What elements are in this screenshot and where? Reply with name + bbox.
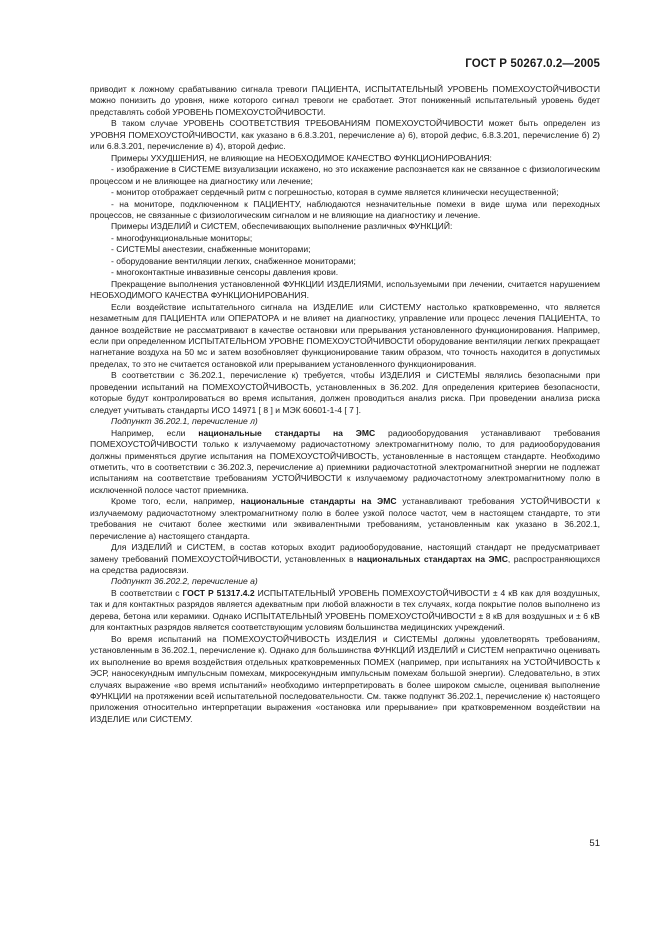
document-body — [90, 84, 600, 725]
subclause-reference: Подпункт 36.202.2, перечисление а) — [111, 576, 258, 587]
paragraph: Примеры ИЗДЕЛИЙ и СИСТЕМ, обеспечивающих выполнение различных ФУНКЦИЙ: — [111, 221, 453, 232]
paragraph — [90, 542, 600, 576]
text-run: В соответствии с — [111, 587, 183, 598]
paragraph: Если воздействие испытательного сигнала на ИЗДЕЛИЕ или СИСТЕМУ настолько кратковременно, что является незаметным для ПАЦИЕНТА или ОПЕРАТОРА и не влияет на диагностику, управление или процесс лечения ПАЦИЕНТА, то данное воздействие не рассматривают в качестве остановки или прерывания установленного функционирования. Например, если при определенном ИСПЫТАТЕЛЬНОМ УРОВНЕ ПОМЕХОУСТОЙЧИВОСТИ оборудование вентиляции легких прекращает нагнетание воздуха на 50 мс и затем возобновляет функционирование таким образом, что точность находится в допустимых пределах, то это не считается остановкой или прерыванием установленного функционирования. — [90, 301, 600, 369]
paragraph: В таком случае УРОВЕНЬ СООТВЕТСТВИЯ ТРЕБОВАНИЯМ ПОМЕХОУСТОЙЧИВОСТИ может быть определен из УРОВНЯ ПОМЕХОУСТОЙЧИВОСТИ, как указано в 6.8.3.201, перечисление а) 6), второй дефис, 6.8.3.201, перечисление б) 2) или 6.8.3.201, перечисление в) 4), второй дефис. — [90, 118, 600, 152]
paragraph: приводит к ложному срабатыванию сигнала тревоги ПАЦИЕНТА, ИСПЫТАТЕЛЬНЫЙ УРОВЕНЬ ПОМЕХОУСТОЙЧИВОСТИ можно понизить до уровня, ниже которого сигнал тревоги не сработает. Этот пониженный испытательный уровень будет представлять собой УРОВЕНЬ ПОМЕХОУСТОЙЧИВОСТИ. — [90, 84, 600, 117]
paragraph: - СИСТЕМЫ анестезии, снабженные мониторами; — [111, 244, 311, 255]
text-run: Для ИЗДЕЛИЙ и СИСТЕМ, в состав которых входит радиооборудование, настоящий стандарт не предусматривает замену требований ПОМЕХОУСТОЙЧИВОСТИ, установленных в — [90, 542, 600, 564]
paragraph: - изображение в СИСТЕМЕ визуализации искажено, но это искажение распознается как не связанное с физиологическим процессом и не влияющее на диагностику или лечение; — [90, 164, 600, 186]
text-run: устанавливают требования УСТОЙЧИВОСТИ к излучаемому радиочастотному электромагнитному полю в более узкой полосе частот, чем в настоящем стандарте, то эти требования не считают более жесткими или эквивалентными требованиям, установленным как указано в 36.202.1, перечисление а) настоящего стандарта. — [90, 496, 600, 541]
paragraph — [90, 428, 600, 497]
bold-reference: национальные стандарты на ЭМС — [240, 496, 397, 507]
paragraph: - многоконтактные инвазивные сенсоры давления крови. — [111, 267, 339, 278]
paragraph: - оборудование вентиляции легких, снабженное мониторами; — [111, 255, 356, 266]
paragraph — [90, 588, 600, 634]
bold-reference: национальных стандартах на ЭМС — [356, 553, 508, 564]
subclause-reference: Подпункт 36.202.1, перечисление л) — [111, 416, 258, 427]
bold-reference: ГОСТ Р 51317.4.2 — [182, 587, 255, 598]
standard-header: ГОСТ Р 50267.0.2—2005 — [465, 58, 600, 70]
paragraph: - монитор отображает сердечный ритм с погрешностью, которая в сумме является клинически несущественной; — [111, 187, 559, 198]
paragraph — [90, 496, 600, 542]
paragraph: - многофункциональные мониторы; — [111, 232, 253, 243]
text-run: радиооборудования устанавливают требования ПОМЕХОУСТОЙЧИВОСТИ только к излучаемому радиочастотному электромагнитному полю, то для радиооборудования должны применяться другие испытания на ПОМЕХОУСТОЙЧИВОСТЬ, установленные в настоящем стандарте. Необходимо отметить, что в соответствии с 36.202.3, перечисление а) приемники радиочастотной электромагнитной энергии не подлежат испытаниям на соответствие требованиям УСТОЙЧИВОСТИ к излучаемому радиочастотному электромагнитному полю в исключенной полосе частот приемника. — [90, 427, 600, 495]
paragraph: Примеры УХУДШЕНИЯ, не влияющие на НЕОБХОДИМОЕ КАЧЕСТВО ФУНКЦИОНИРОВАНИЯ: — [111, 152, 492, 163]
paragraph: - на мониторе, подключенном к ПАЦИЕНТУ, наблюдаются незначительные помехи в виде шума или переходных процессов, не связанные с физиологическим сигналом и не влияющие на диагностику и лечение. — [90, 198, 600, 220]
text-run: , распространяющихся на средства радиосвязи. — [90, 553, 600, 576]
paragraph: Во время испытаний на ПОМЕХОУСТОЙЧИВОСТЬ ИЗДЕЛИЯ и СИСТЕМЫ должны удовлетворять требованиям, установленным в 36.202.1, перечисление к). Однако для большинства ФУНКЦИЙ ИЗДЕЛИЙ и СИСТЕМ непрактично оценивать их выполнение во время воздействия отдельных кратковременных ПОМЕХ (например, при испытаниях на УСТОЙЧИВОСТЬ к ЭСР, наносекундным импульсным помехам, микросекундным импульсным помехам большой энергии). Следовательно, в этих случаях выражение «во время испытаний» необходимо интерпретировать в более широком смысле, оценивая выполнение ФУНКЦИИ на протяжении всей испытательной последовательности. См. также подпункт 36.202.1, перечисление к) настоящего приложения относительно интерпретации выражения «остановка или прерывание» при кратковременном воздействии на ИЗДЕЛИЕ или СИСТЕМУ. — [90, 633, 600, 724]
paragraph: Прекращение выполнения установленной ФУНКЦИИ ИЗДЕЛИЯМИ, используемыми при лечении, считается нарушением НЕОБХОДИМОГО КАЧЕСТВА ФУНКЦИОНИРОВАНИЯ. — [90, 278, 600, 301]
text-run: Кроме того, если, например, — [111, 496, 241, 507]
page-number: 51 — [589, 838, 600, 849]
text-run: Например, если — [111, 427, 199, 438]
bold-reference: национальные стандарты на ЭМС — [198, 427, 376, 438]
text-run: ИСПЫТАТЕЛЬНЫЙ УРОВЕНЬ ПОМЕХОУСТОЙЧИВОСТИ ± 4 кВ как для воздушных, так и для контактных разрядов является адекватным при любой влажности в тех случаях, когда покрытие полов выполнено из дерева, бетона или керамики. Однако ИСПЫТАТЕЛЬНЫЙ УРОВЕНЬ ПОМЕХОУСТОЙЧИВОСТИ ± 8 кВ для воздушных и ± 6 кВ для контактных разрядов является соответствующим условиям большинства медицинских учреждений. — [90, 587, 600, 633]
paragraph: В соответствии с 36.202.1, перечисление к) требуется, чтобы ИЗДЕЛИЯ и СИСТЕМЫ являлись безопасными при проведении испытаний на ПОМЕХОУСТОЙЧИВОСТЬ, установленных в 36.202. Для определения критериев безопасности, которые будут контролироваться во время испытания, должен проводиться анализ риска. При проведении анализа риска следует учитывать стандарты ИСО 14971 [ 8 ] и МЭК 60601-1-4 [ 7 ]. — [90, 370, 600, 415]
